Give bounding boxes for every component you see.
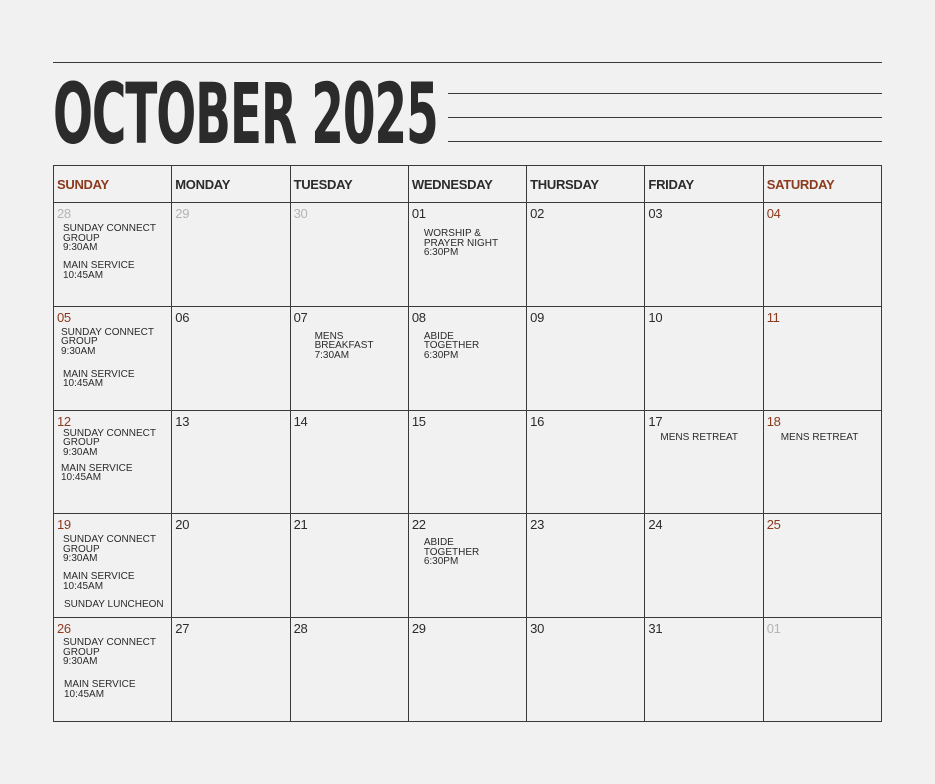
day-cell[interactable] [645,618,763,722]
day-number: 25 [766,517,781,533]
header-rule-1 [448,93,882,94]
day-number: 05 [57,309,71,325]
day-number: 13 [175,413,190,429]
event-line: 6:30PM [423,556,459,568]
day-number: 02 [530,206,545,221]
calendar-event[interactable] [63,224,156,253]
calendar-event[interactable] [63,429,156,458]
event-line: 10:45AM [63,269,104,281]
event-line: 6:30PM [423,247,459,258]
day-number: 18 [766,413,781,429]
day-number: 17 [648,413,663,429]
event-line: SUNDAY CONNECT [63,223,156,234]
day-number: 31 [648,621,663,637]
day-number: 30 [530,621,545,637]
page-title: OCTOBER 2025 [53,65,438,163]
event-line: MAIN SERVICE [63,368,135,380]
day-cell[interactable] [645,411,763,515]
event-line: 9:30AM [63,553,98,565]
day-cell[interactable] [645,203,763,307]
calendar-event[interactable] [424,538,479,567]
day-cell[interactable] [54,411,172,515]
event-line: GROUP [63,646,100,658]
calendar-event[interactable] [63,261,135,280]
day-cell[interactable] [645,307,763,411]
calendar-event[interactable] [63,370,135,389]
day-number: 24 [648,517,663,533]
day-number: 14 [293,413,308,429]
event-line: 9:30AM [63,446,98,458]
calendar-event[interactable] [781,433,859,443]
calendar-event[interactable] [63,572,135,591]
event-line: MAIN SERVICE [63,260,135,271]
day-number: 03 [648,206,663,221]
weekday-header-monday: MONDAY [172,166,290,203]
day-number: 09 [530,309,545,325]
event-line: SUNDAY CONNECT [61,326,154,338]
event-line: SUNDAY CONNECT [63,637,156,649]
event-line: ABIDE [423,537,454,549]
day-number: 20 [175,517,190,533]
weekday-header-saturday: SATURDAY [764,166,882,203]
event-line: ABIDE [423,330,454,342]
calendar-grid [53,165,882,722]
event-line: MENS RETREAT [660,431,739,443]
header-rule-2 [448,117,882,118]
day-number: 21 [293,517,308,533]
event-line: MENS [314,330,344,342]
event-line: 9:30AM [63,242,98,253]
day-number: 10 [648,309,663,325]
day-cell[interactable] [172,618,290,722]
weekday-header-thursday: THURSDAY [527,166,645,203]
event-line: MAIN SERVICE [63,571,135,583]
day-number: 08 [411,309,426,325]
event-line: 6:30PM [423,349,459,361]
day-number: 12 [57,413,71,429]
day-cell[interactable] [409,203,527,307]
day-cell[interactable] [54,618,172,722]
day-number: 04 [766,206,781,221]
event-line: BREAKFAST [314,340,374,352]
calendar-event[interactable] [63,535,156,564]
event-line: MENS RETREAT [780,431,859,443]
event-line: SUNDAY CONNECT [63,534,156,546]
weekday-header-friday: FRIDAY [645,166,763,203]
calendar-event[interactable] [63,638,156,667]
day-cell[interactable] [291,411,409,515]
day-number: 23 [530,517,545,533]
day-cell[interactable] [527,514,645,618]
day-cell[interactable] [409,411,527,515]
event-line: TOGETHER [423,340,480,352]
day-number: 27 [175,621,190,637]
header-rule-3 [448,141,882,142]
day-cell[interactable] [527,411,645,515]
event-line: GROUP [63,437,100,449]
day-cell[interactable] [764,307,882,411]
day-number: 29 [411,621,426,637]
day-cell[interactable] [409,618,527,722]
day-number: 06 [175,309,190,325]
day-number: 29 [175,206,190,221]
day-cell[interactable] [764,514,882,618]
day-cell[interactable] [291,618,409,722]
event-line: WORSHIP & [423,228,481,239]
event-line: 10:45AM [61,472,102,484]
event-line: 9:30AM [63,656,98,668]
event-line: TOGETHER [423,546,480,558]
day-number: 16 [530,413,545,429]
day-cell[interactable] [54,514,172,618]
event-line: GROUP [63,543,100,555]
event-line: PRAYER NIGHT [423,237,499,249]
day-cell[interactable] [172,514,290,618]
day-number: 30 [293,206,308,221]
event-line: 10:45AM [64,688,105,700]
day-number: 19 [57,517,71,533]
weekday-header-wednesday: WEDNESDAY [409,166,527,203]
calendar-event[interactable] [424,229,498,258]
day-number: 01 [411,206,426,221]
day-number: 28 [57,206,71,221]
event-line: SUNDAY LUNCHEON [64,599,164,611]
calendar-event[interactable] [660,433,738,443]
day-cell[interactable] [409,307,527,411]
weekday-header-sunday: SUNDAY [54,166,172,203]
calendar-event[interactable] [64,600,164,610]
day-cell[interactable] [291,203,409,307]
day-cell[interactable] [54,203,172,307]
day-cell[interactable] [172,411,290,515]
calendar-event[interactable] [61,328,154,357]
event-line: 7:30AM [314,349,350,361]
day-number: 15 [411,413,426,429]
event-line: GROUP [61,336,98,348]
day-cell[interactable] [527,203,645,307]
event-line: 10:45AM [63,580,104,592]
day-cell[interactable] [764,203,882,307]
day-cell[interactable] [527,307,645,411]
event-line: MAIN SERVICE [64,679,136,691]
calendar-event[interactable] [61,464,133,483]
event-line: 9:30AM [61,345,96,357]
event-line: MAIN SERVICE [61,462,133,474]
day-cell[interactable] [172,203,290,307]
day-cell[interactable] [527,618,645,722]
day-cell[interactable] [291,514,409,618]
day-number: 11 [766,309,780,325]
weekday-header-tuesday: TUESDAY [291,166,409,203]
day-cell[interactable] [645,514,763,618]
day-cell[interactable] [409,514,527,618]
day-number: 01 [766,621,781,637]
day-cell[interactable] [172,307,290,411]
calendar-event[interactable] [315,332,374,361]
day-number: 28 [293,621,308,637]
calendar-event[interactable] [424,332,479,361]
top-rule [53,62,882,63]
event-line: GROUP [63,232,100,244]
event-line: 10:45AM [63,378,104,390]
day-cell[interactable] [54,307,172,411]
event-line: SUNDAY CONNECT [63,427,156,439]
day-number: 26 [57,621,71,637]
day-number: 07 [293,309,308,325]
day-cell[interactable] [764,411,882,515]
day-cell[interactable] [291,307,409,411]
calendar-event[interactable] [64,680,136,699]
day-cell[interactable] [764,618,882,722]
day-number: 22 [411,517,426,533]
